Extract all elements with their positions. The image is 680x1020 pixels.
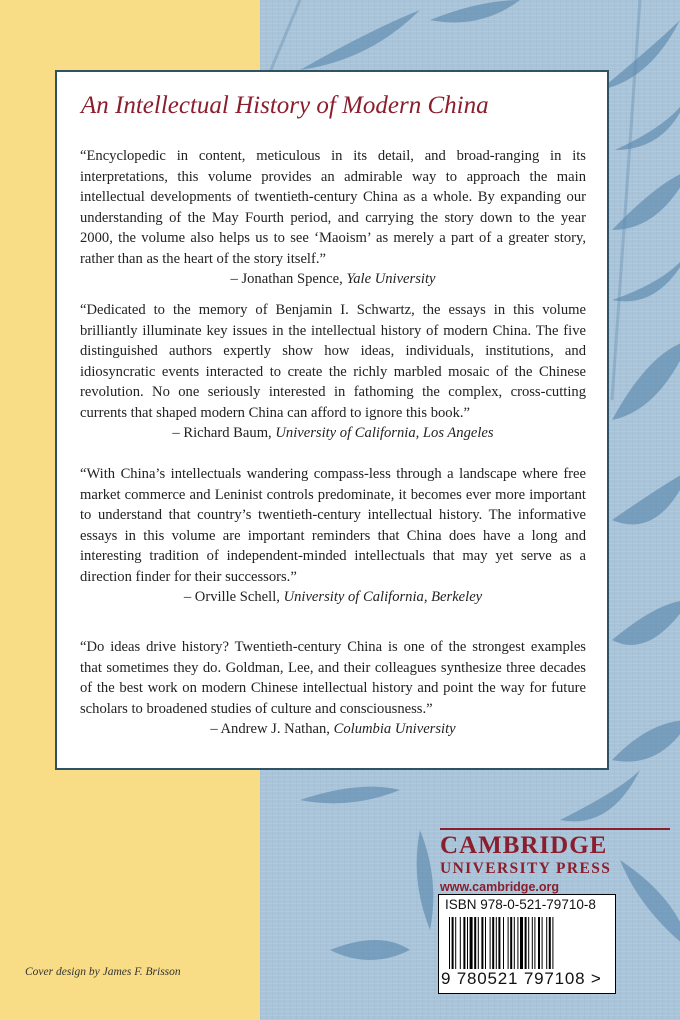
barcode-bar — [528, 917, 529, 969]
reviewer-affiliation: University of California, Berkeley — [283, 589, 483, 605]
bamboo-leaf — [600, 20, 680, 90]
bamboo-leaf — [330, 940, 410, 960]
barcode-bar — [538, 917, 540, 969]
isbn-barcode — [438, 894, 616, 994]
bamboo-leaf — [612, 600, 680, 645]
barcode-bar — [449, 917, 450, 969]
publisher-name: CAMBRIDGE — [440, 832, 608, 859]
barcode-bar — [525, 917, 527, 969]
barcode-bar — [467, 917, 468, 969]
reviewer-name: – Orville Schell, — [183, 589, 280, 605]
barcode-bar — [532, 917, 533, 969]
bamboo-leaf — [560, 770, 640, 821]
barcode-bar — [517, 917, 518, 969]
book-title: An Intellectual History of Modern China — [81, 92, 489, 119]
reviewer-name: – Richard Baum, — [172, 425, 272, 441]
barcode-bar — [510, 917, 512, 969]
reviewer-name: – Andrew J. Nathan, — [210, 721, 330, 737]
logo-rule — [440, 828, 670, 830]
barcode-bar — [503, 917, 504, 969]
bamboo-leaf — [300, 10, 420, 70]
barcode-bar — [490, 917, 491, 969]
barcode-bar — [546, 917, 547, 969]
barcode-number: 9 780521 797108 > — [441, 969, 602, 988]
barcode-bar — [534, 917, 535, 969]
barcode-bar — [452, 917, 454, 969]
review-panel — [55, 70, 609, 770]
blurb-baum — [80, 300, 586, 444]
bamboo-stem — [612, 0, 640, 400]
publisher-press: UNIVERSITY PRESS — [440, 860, 612, 877]
barcode-bar — [552, 917, 553, 969]
blurb-schell — [80, 464, 586, 608]
bamboo-leaf — [300, 787, 400, 804]
barcode-bar — [542, 917, 543, 969]
barcode-bar — [549, 917, 551, 969]
bamboo-leaf — [417, 830, 434, 930]
blurb-attribution — [80, 423, 586, 444]
reviewer-affiliation: Yale University — [346, 271, 436, 287]
blurb-text: “With China’s intellectuals wandering compass-less through a landscape where free market commerce and Leninist controls predominate, it becomes ever more important to understand that country’s twentieth-century intellectual history. The informative essays in this volume are important reminders that China does have a long and interesting tradition of independent-minded intellectuals that may yet serve as a direction finder for their successors.” — [80, 466, 586, 585]
barcode-bar — [520, 917, 523, 969]
bamboo-leaf — [612, 720, 680, 762]
barcode-bar — [481, 917, 483, 969]
barcode-bar — [470, 917, 473, 969]
barcode-bar — [460, 917, 461, 969]
blurb-spence — [80, 146, 586, 290]
reviewer-affiliation: University of California, Los Angeles — [275, 425, 494, 441]
bamboo-leaf — [612, 340, 680, 420]
bamboo-leaf — [620, 860, 680, 950]
bamboo-leaf — [430, 0, 520, 23]
barcode-bar — [474, 917, 476, 969]
publisher-url: www.cambridge.org — [440, 880, 560, 894]
reviewer-name: – Jonathan Spence, — [230, 271, 343, 287]
barcode-bars — [449, 917, 607, 969]
blurb-text: “Do ideas drive history? Twentieth-century China is one of the strongest examples that sometimes they do. Goldman, Lee, and their colleagues synthesize three decades of the best work on modern Chinese intellectual history and point the way for future scholars to broadened studies of culture and consciousness.” — [80, 639, 586, 717]
blurb-attribution — [80, 269, 586, 290]
barcode-bar — [463, 917, 465, 969]
blurb-attribution — [80, 719, 586, 740]
bamboo-leaf — [615, 90, 680, 150]
blurb-nathan — [80, 637, 586, 740]
bamboo-leaf — [612, 470, 680, 524]
barcode-bar — [508, 917, 509, 969]
isbn-label: ISBN 978-0-521-79710-8 — [445, 897, 596, 912]
cover-design-credit: Cover design by James F. Brisson — [25, 966, 181, 978]
bamboo-leaf — [612, 170, 680, 230]
blurb-text: “Encyclopedic in content, meticulous in its detail, and broad-ranging in its interpretations, this volume provides an admirable way to approach the main intellectual developments of twentieth-century China as a whole. By expanding our understanding of the May Fourth period, and carrying the story down to the year 2000, the volume also helps us to see ‘Maoism’ as merely a part of a greater story, rather than as the heart of the story itself.” — [80, 148, 586, 267]
reviewer-affiliation: Columbia University — [333, 721, 456, 737]
barcode-bar — [514, 917, 515, 969]
barcode-bar — [492, 917, 494, 969]
blurb-attribution — [80, 587, 586, 608]
blurb-text: “Dedicated to the memory of Benjamin I. Schwartz, the essays in this volume brilliantly illuminate key issues in the intellectual history of modern China. The five distinguished authors expertly show how ideas, individuals, institutions, and idiosyncratic events interacted to create the richly marbled mosaic of the Chinese revolution. No one seriously interested in fathoming the complex, cross-cutting currents that shaped modern China can afford to ignore this book.” — [80, 302, 586, 421]
barcode-bar — [485, 917, 486, 969]
barcode-bar — [496, 917, 497, 969]
barcode-bar — [455, 917, 456, 969]
barcode-bar — [478, 917, 479, 969]
barcode-bar — [498, 917, 500, 969]
